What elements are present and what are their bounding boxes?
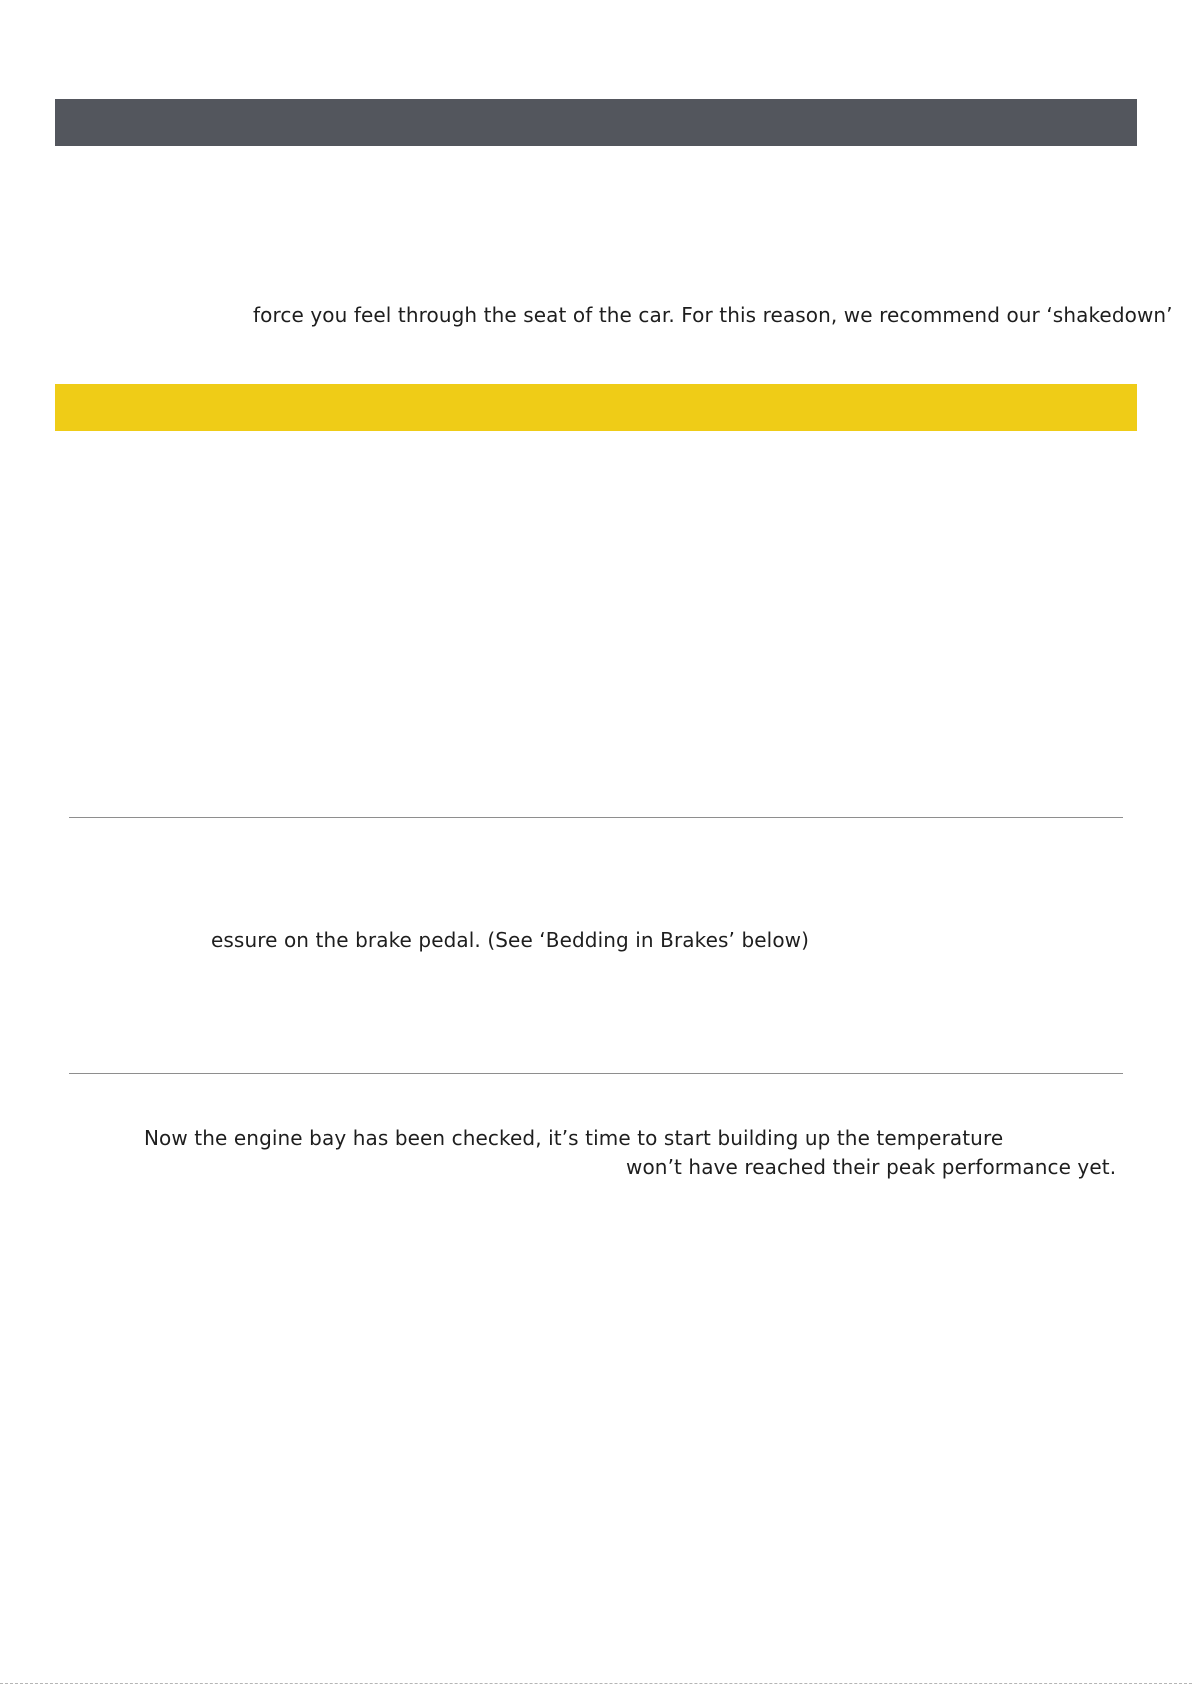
body-text-brake-pedal: essure on the brake pedal. (See ‘Bedding in Brakes’ below) (211, 928, 810, 952)
divider-rule (69, 1073, 1123, 1074)
page-bottom-edge (0, 1683, 1192, 1684)
divider-rule (69, 817, 1123, 818)
body-text-shakedown: force you feel through the seat of the car. For this reason, we recommend our ‘shakedown’ (253, 303, 1173, 327)
section-highlight-band (55, 384, 1137, 431)
body-text-engine-bay: Now the engine bay has been checked, it’s time to start building up the temperature (144, 1126, 1004, 1150)
body-text-peak-performance: won’t have reached their peak performance yet. (626, 1155, 1117, 1179)
section-header-band (55, 99, 1137, 146)
